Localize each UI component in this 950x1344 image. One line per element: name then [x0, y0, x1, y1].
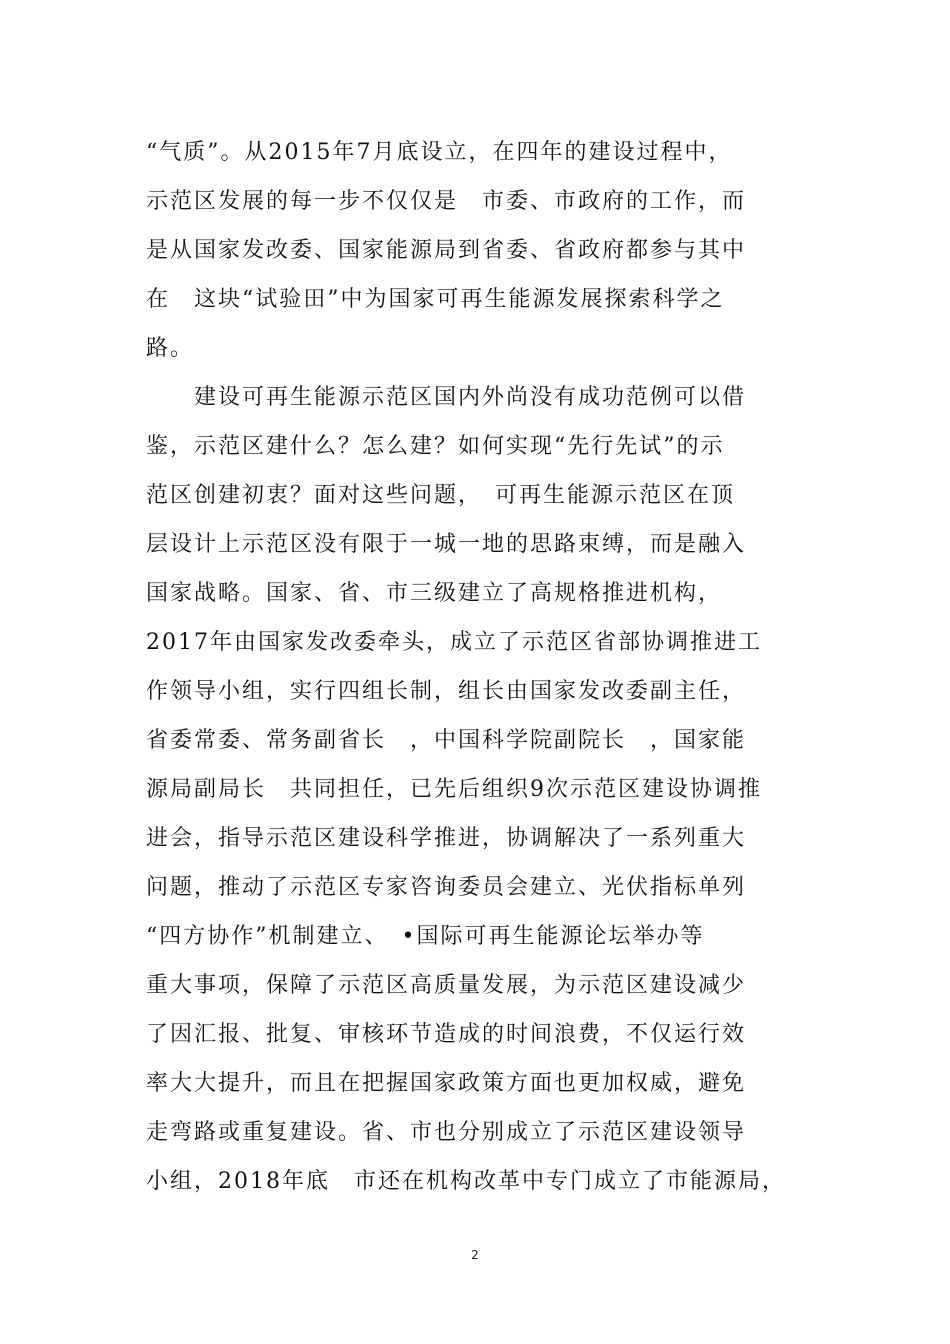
- text-line-19: 了因汇报、批复、审核环节造成的时间浪费，不仅运行效: [146, 1022, 747, 1047]
- text-line-11: 2017年由国家发改委牵头，成立了示范区省部协调推进工: [146, 630, 762, 655]
- text-line-8: 范区创建初衷？面对这些问题， 可再生能源示范区在顶: [146, 483, 736, 508]
- text-line-2: 示范区发展的每一步不仅仅是 市委、市政府的工作，而: [146, 189, 747, 214]
- text-line-14: 源局副局长 共同担任，已先后组织9次示范区建设协调推: [146, 777, 762, 802]
- text-line-15: 进会，指导示范区建设科学推进，协调解决了一系列重大: [146, 826, 747, 851]
- text-line-12: 作领导小组，实行四组长制，组长由国家发改委副主任，: [146, 679, 747, 704]
- text-line-9: 层设计上示范区没有限于一城一地的思路束缚，而是融入: [146, 532, 747, 557]
- page-number: 2: [471, 1248, 479, 1262]
- text-line-4: 在 这块“试验田”中为国家可再生能源发展探索科学之: [146, 287, 725, 312]
- text-line-21: 走弯路或重复建设。省、市也分别成立了示范区建设领导: [146, 1120, 747, 1145]
- text-line-7: 鉴，示范区建什么？怎么建？如何实现“先行先试”的示: [146, 434, 725, 459]
- text-line-18: 重大事项，保障了示范区高质量发展，为示范区建设减少: [146, 973, 747, 998]
- text-line-3: 是从国家发改委、国家能源局到省委、省政府都参与其中: [146, 238, 747, 263]
- text-line-6: 建设可再生能源示范区国内外尚没有成功范例可以借: [146, 385, 747, 410]
- text-line-10: 国家战略。国家、省、市三级建立了高规格推进机构，: [146, 581, 723, 606]
- text-line-17: “四方协作”机制建立、 •国际可再生能源论坛举办等: [146, 924, 705, 949]
- text-line-22: 小组，2018年底 市还在机构改革中专门成立了市能源局，: [146, 1169, 786, 1194]
- text-line-20: 率大大提升，而且在把握国家政策方面也更加权威，避免: [146, 1071, 747, 1096]
- body-text: [146, 128, 810, 1206]
- text-line-16: 问题，推动了示范区专家咨询委员会建立、光伏指标单列: [146, 875, 747, 900]
- text-line-13: 省委常委、常务副省长 ，中国科学院副院长 ，国家能: [146, 728, 747, 753]
- text-line-5: 路。: [146, 336, 195, 361]
- text-line-1: “气质”。从2015年7月底设立，在四年的建设过程中，: [146, 140, 733, 165]
